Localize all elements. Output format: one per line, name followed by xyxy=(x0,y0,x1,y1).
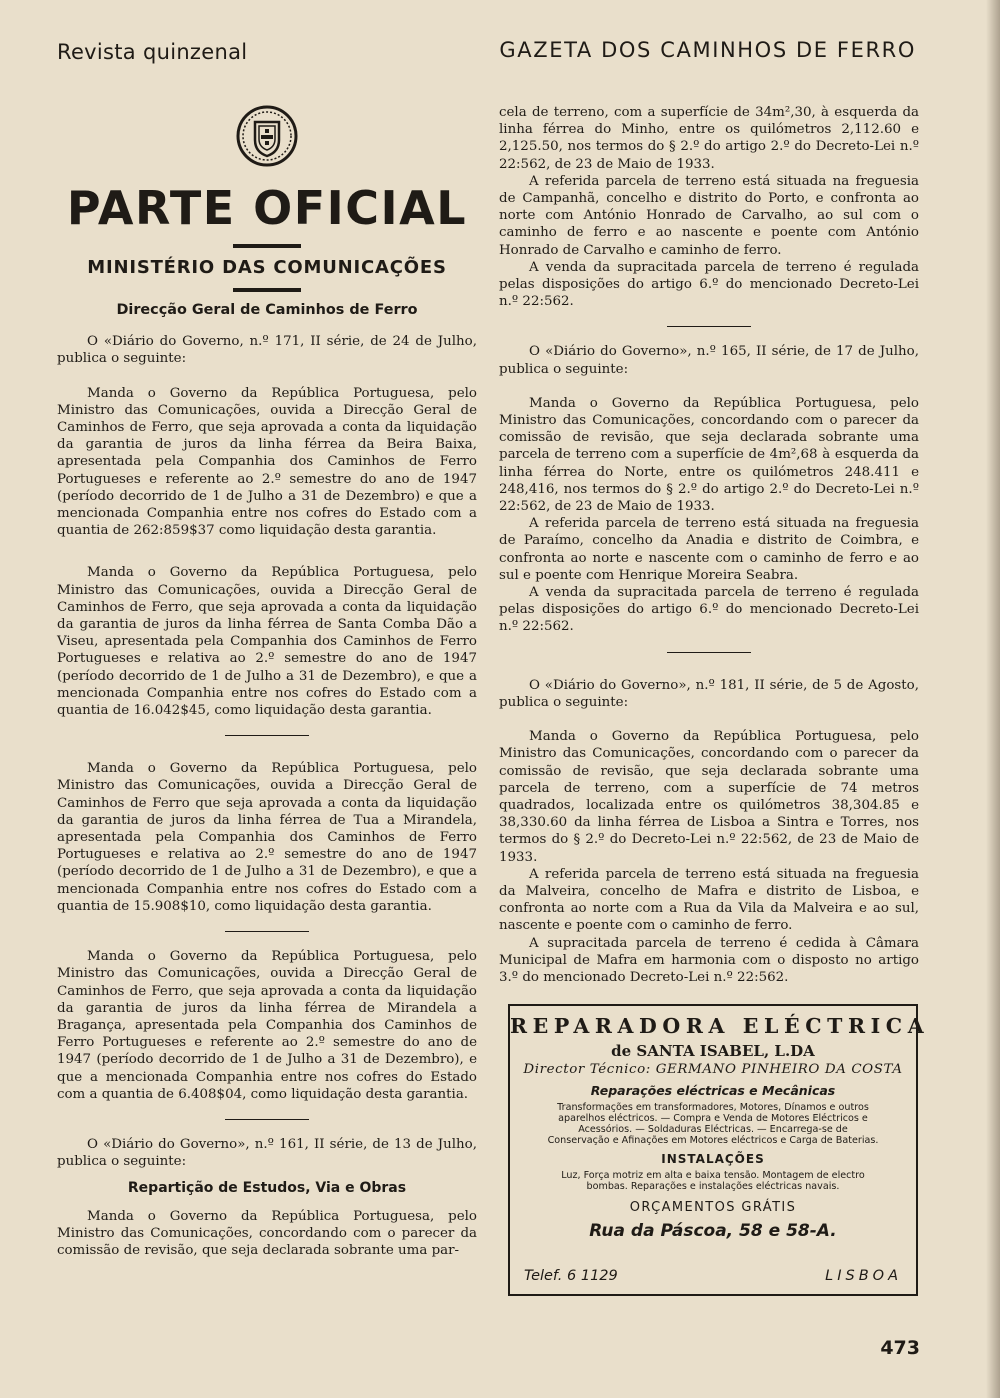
norte-parcel-sale: A venda da supracitada parcela de terreno é regulada pelas disposições do artigo 6.º do mencionado Decreto-Lei n.º 22:562. xyxy=(499,585,919,635)
ad-director: Director Técnico: GERMANO PINHEIRO DA COSTA xyxy=(523,1062,903,1077)
decree-santa-comba-viseu: Manda o Governo da República Portuguesa, pelo Ministro das Comunicações, ouvida a Direcção Geral de Caminhos de Ferro, que seja aprovada a conta da liquidação da garantia de juros da linha férrea de Santa Comba Dão a Viseu, apresentada pela Companhia dos Caminhos de Ferro Portugueses e relativa ao 2.º semestre do ano de 1947 (período decorrido de 1 de Julho a 31 de Dezembro), e que a mencionada Companhia entre nos cofres do Estado com a quantia de 16.042$45, como liquidação desta garantia. xyxy=(57,565,477,719)
ad-phone: Telef. 6 1129 xyxy=(524,1268,618,1284)
minho-parcel-sale: A venda da supracitada parcela de terreno é regulada pelas disposições do artigo 6.º do mencionado Decreto-Lei n.º 22:562. xyxy=(499,259,919,310)
ad-address: Rua da Páscoa, 58 e 58-A. xyxy=(589,1221,837,1241)
header-periodicity: Revista quinzenal xyxy=(57,40,248,64)
ad-installations-text: Luz, Força motriz em alta e baixa tensão. Montagem de electro bombas. Reparações e instalações eléctricas navais. xyxy=(561,1170,865,1192)
malveira-parcel-cession: A supracitada parcela de terreno é cedida à Câmara Municipal de Mafra em harmonia com o disposto no artigo 3.º do mencionado Decreto-Lei n.º 22:562. xyxy=(499,935,919,985)
malveira-parcel-location: A referida parcela de terreno está situada na freguesia da Malveira, concelho de Mafra e distrito de Lisboa, e confronta ao norte com a Rua da Vila da Malveira e ao sul, nascente e poente com o caminho de ferro. xyxy=(499,866,919,934)
separator-rule xyxy=(667,326,751,327)
minho-parcel-location: A referida parcela de terreno está situada na freguesia de Campanhã, concelho e distrito do Porto, e confronta ao norte com António Honrado de Carvalho, ao sul com o caminho de ferro e ao nascente e poente com António Honrado de Carvalho e caminho de ferro. xyxy=(499,173,919,258)
decree-mirandela-braganca: Manda o Governo da República Portuguesa, pelo Ministro das Comunicações, ouvida a Direcção Geral de Caminhos de Ferro, que seja aprovada a conta da liquidação da garantia de juros da linha férrea de Mirandela a Bragança, apresentada pela Companhia dos Caminhos de Ferro Portugueses e referente ao 2.º semestre do ano de 1947 (período decorrido de 1 de Julho a 31 de Dezembro), e que a mencionada Companhia entre nos cofres do Estado com a quantia de 6.408$04, como liquidação desta garantia. xyxy=(57,949,477,1102)
reparticao-heading: Repartição de Estudos, Via e Obras xyxy=(127,1180,407,1197)
ad-company-subtitle: de SANTA ISABEL, L.DA xyxy=(611,1042,815,1060)
direccao-heading: Direcção Geral de Caminhos de Ferro xyxy=(116,302,418,318)
ad-city: LISBOA xyxy=(825,1268,902,1284)
coat-of-arms-icon xyxy=(235,104,299,168)
advertisement-box xyxy=(508,1004,930,1296)
gazette-intro-161: O «Diário do Governo», n.º 161, II série, de 13 de Julho, publica o seguinte: xyxy=(57,1136,477,1170)
separator-rule xyxy=(225,931,309,932)
decree-sintra-torres: Manda o Governo da República Portuguesa, pelo Ministro das Comunicações, concordando com o parecer da comissão de revisão, que seja declarada sobrante uma parcela de terreno, com a superfície de 74 metros quadrados, localizada entre os quilómetros 38,304.85 e 38,330.60 da linha férrea de Lisboa a Sintra e Torres, nos termos do § 2.º do Decreto-Lei n.º 22:562, de 23 de Maio de 1933. xyxy=(499,729,919,865)
ad-repairs-text: Transformações em transformadores, Motores, Dínamos e outros aparelhos eléctricos. — Compra e Venda de Motores Eléctricos e Acessórios. — Soldaduras Eléctricas. — Encarrega-se de Conservação e Afinações em Motores eléctricos e Carga de Baterias. xyxy=(547,1102,879,1146)
gazette-intro-181: O «Diário do Governo», n.º 181, II série, de 5 de Agosto, publica o seguinte: xyxy=(499,677,919,710)
ministry-heading: MINISTÉRIO DAS COMUNICAÇÕES xyxy=(87,257,447,278)
ministry-rule xyxy=(233,288,301,292)
left-column xyxy=(57,104,477,1259)
title-rule xyxy=(233,244,301,248)
ad-installations-heading: INSTALAÇÕES xyxy=(661,1152,765,1166)
gazette-intro-165: O «Diário do Governo», n.º 165, II série, de 17 de Julho, publica o seguinte: xyxy=(499,344,919,377)
decree-beira-baixa: Manda o Governo da República Portuguesa, pelo Ministro das Comunicações, ouvida a Direcção Geral de Caminhos de Ferro, que seja aprovada a conta da liquidação da garantia de juros da linha férrea da Beira Baixa, apresentada pela Companhia dos Caminhos de Ferro Portugueses e referente ao 2.º semestre do ano de 1947 (período decorrido de 1 de Julho a 31 de Dezembro) e que a mencionada Companhia entre nos cofres do Estado com a quantia de 262:859$37 como liquidação desta garantia. xyxy=(57,385,477,539)
right-column xyxy=(499,104,919,986)
section-title: PARTE OFICIAL xyxy=(66,181,468,235)
header-journal-title: GAZETA DOS CAMINHOS DE FERRO xyxy=(499,38,916,62)
separator-rule xyxy=(667,652,751,653)
ad-repairs-heading: Reparações eléctricas e Mecânicas xyxy=(590,1083,836,1098)
decree-minho-start: Manda o Governo da República Portuguesa, pelo Ministro das Comunicações, concordando com o parecer da comissão de revisão, que seja declarada sobrante uma par- xyxy=(57,1208,477,1258)
decree-minho-continued: cela de terreno, com a superfície de 34m²,30, à esquerda da linha férrea do Minho, entre os quilómetros 2,112.60 e 2,125.50, nos termos do § 2.º do artigo 2.º do Decreto-Lei n.º 22:562, de 23 de Maio de 1933. xyxy=(499,105,919,172)
ad-company-name: REPARADORA ELÉCTRICA xyxy=(510,1014,930,1038)
separator-rule xyxy=(225,1119,309,1120)
separator-rule xyxy=(225,735,309,736)
gazette-intro-171: O «Diário do Governo, n.º 171, II série, de 24 de Julho, publica o seguinte: xyxy=(57,334,477,367)
ad-free-quotes: ORÇAMENTOS GRÁTIS xyxy=(629,1200,797,1215)
page-edge-shadow xyxy=(986,0,1000,1398)
page-number: 473 xyxy=(880,1337,920,1359)
decree-norte: Manda o Governo da República Portuguesa, pelo Ministro das Comunicações, concordando com o parecer da comissão de revisão, que seja declarada sobrante uma parcela de terreno com a superfície de 4m²,68 à esquerda da linha férrea do Norte, entre os quilómetros 248.411 e 248,416, nos termos do § 2.º do artigo 2.º do Decreto-Lei n.º 22:562, de 23 de Maio de 1933. xyxy=(499,395,919,515)
decree-tua-mirandela: Manda o Governo da República Portuguesa, pelo Ministro das Comunicações, ouvida a Direcção Geral de Caminhos de Ferro que seja aprovada a conta da liquidação da garantia de juros da linha férrea de Tua a Mirandela, apresentada pela Companhia dos Caminhos de Ferro Portugueses e relativa ao 2.º semestre do ano de 1947 (período decorrido de 1 de Julho a 31 de Dezembro), e que a mencionada Companhia entre nos cofres do Estado com a quantia de 15.908$10, como liquidação desta garantia. xyxy=(57,761,477,914)
norte-parcel-location: A referida parcela de terreno está situada na freguesia de Paraímo, concelho da Anadia e distrito de Coimbra, e confronta ao norte e nascente com o caminho de ferro e ao sul e poente com Henrique Moreira Seabra. xyxy=(499,516,919,583)
ad-contact-row xyxy=(524,1268,902,1284)
